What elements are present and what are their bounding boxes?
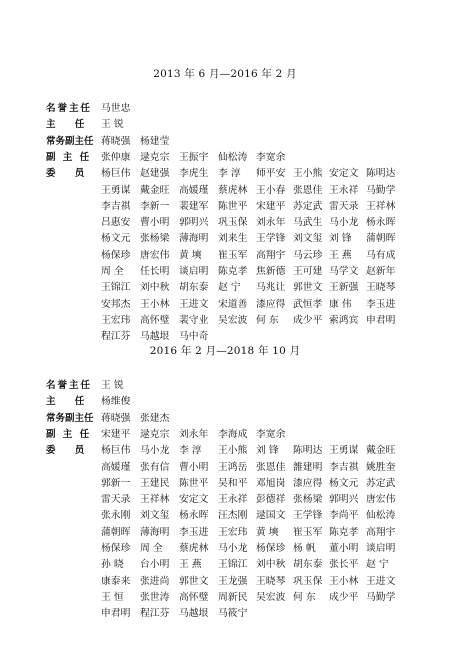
member-name: 漆应得 [293,477,323,489]
member-name: 王 锐 [101,380,124,391]
role-label: 主 任 [46,119,93,131]
roster-row [0,541,450,557]
member-name: 杨 帆 [293,543,316,554]
member-name: 王宏玮 [101,314,131,326]
member-name: 王小熊 [293,168,323,180]
member-name: 崔玉军 [218,249,248,261]
member-name: 张世涛 [140,591,170,603]
member-name: 王学锋 [293,510,323,522]
member-name: 曹小明 [140,217,170,229]
member-name: 李宽余 [256,151,286,163]
roster-row [0,525,450,541]
member-name: 陈世平 [179,477,209,489]
roster-row [0,460,450,476]
member-name: 张杨梁 [293,494,323,506]
member-name: 郭新一 [101,477,131,489]
section-title: 2013 年 6 月—2016 年 2 月 [153,68,297,80]
member-name: 雷天录 [101,494,131,506]
member-name: 曹小明 [179,461,209,473]
member-name: 索鸿宾 [329,314,359,326]
member-name: 逯克宗 [140,428,170,440]
member-name: 马小龙 [140,445,170,457]
member-name: 宋道善 [218,298,248,310]
member-name: 郭明兴 [179,217,209,229]
member-name: 吴宏波 [218,314,248,326]
roster-row [0,394,450,410]
member-name: 赵 宁 [218,282,241,294]
member-name: 高媛瑾 [101,461,131,473]
member-name: 张有信 [140,461,170,473]
role-label: 常务副主任 [46,412,94,424]
member-name: 马学文 [329,266,359,277]
member-name: 台小明 [140,559,170,571]
member-name: 逯克宗 [140,151,170,163]
role-label: 委 员 [46,445,93,457]
role-label: 委 员 [46,168,93,180]
roster-row [0,411,450,427]
member-name: 苏定武 [366,477,396,489]
member-name: 杨保珍 [101,249,131,261]
member-name: 杨保珍 [256,543,286,554]
roster-row [0,199,450,215]
member-name: 郭世文 [179,575,209,587]
member-name: 杨建莹 [140,135,170,147]
member-name: 王晓琴 [256,575,286,587]
roster-row [0,378,450,394]
member-name: 李尚平 [329,510,359,522]
member-name: 胡东泰 [179,282,209,294]
member-name: 李宽余 [256,428,286,440]
member-name: 王进文 [179,298,209,310]
member-name: 张建杰 [140,412,170,424]
member-name: 成少平 [329,591,359,603]
member-name: 杨文元 [329,477,359,489]
member-name: 高怀璧 [179,591,209,603]
member-name: 王小熊 [218,445,248,457]
member-name: 张进尚 [140,575,170,587]
member-name: 张恩佳 [293,184,323,196]
member-name: 王学锋 [256,233,286,245]
roster-row [0,134,450,150]
member-name: 马小龙 [329,217,359,229]
member-name: 王锦江 [101,282,131,294]
roster-row [0,166,450,182]
member-name: 李新一 [140,200,170,212]
member-name: 康 伟 [329,298,352,310]
member-name: 王永祥 [218,494,248,506]
section-title: 2016 年 2 月—2018 年 10 月 [149,345,301,357]
member-name: 焦新德 [256,266,286,277]
roster-row [0,101,450,117]
roster-row [0,492,450,508]
member-name: 马筱宁 [218,608,248,620]
member-name: 何 东 [293,591,316,603]
member-name: 蒋晓强 [101,412,131,424]
member-name: 蒲朝晖 [101,526,131,538]
roster-row [0,280,450,296]
member-name: 逯国文 [256,510,286,522]
member-name: 雒建明 [293,461,323,473]
member-name: 李吉祺 [101,200,131,212]
member-name: 刘文玺 [140,510,170,522]
member-name: 王 锐 [101,119,124,131]
member-name: 马武生 [293,217,323,229]
member-name: 刘 锋 [329,233,352,245]
member-name: 王小林 [329,575,359,587]
member-name: 王晓琴 [366,282,396,294]
member-name: 杨保珍 [101,543,131,554]
role-label: 名誉主任 [46,380,93,391]
member-name: 黄 塽 [179,249,202,261]
member-name: 宋建平 [256,200,286,212]
member-name: 张恩佳 [256,461,286,473]
roster-row [0,606,450,622]
member-name: 程江芬 [101,331,131,343]
member-name: 王祥林 [140,494,170,506]
member-name: 杨巨伟 [101,445,131,457]
member-name: 高怀璧 [140,314,170,326]
member-name: 苏定武 [293,200,323,212]
member-name: 裴建军 [179,200,209,212]
member-name: 刘来生 [218,233,248,245]
member-name: 戴金旺 [140,184,170,196]
roster-row [0,574,450,590]
member-name: 任长明 [140,266,170,277]
member-name: 戴金旺 [366,445,396,457]
member-name: 安定文 [179,494,209,506]
member-name: 王锦江 [218,559,248,571]
member-name: 蒋晓强 [101,135,131,147]
member-name: 刘 锋 [256,445,279,457]
member-name: 马兆让 [256,282,286,294]
member-name: 仙松涛 [218,151,248,163]
member-name: 陈明达 [293,445,323,457]
member-name: 蒲朝晖 [366,233,396,245]
member-name: 王 燕 [179,559,202,571]
member-name: 王宏玮 [218,526,248,538]
roster-row [0,248,450,264]
member-name: 马勤学 [366,591,396,603]
member-name: 郭明兴 [329,494,359,506]
member-name: 程江芬 [140,608,170,620]
member-name: 马有成 [366,249,396,261]
member-name: 王振宇 [179,151,209,163]
member-name: 师平安 [256,168,286,180]
member-name: 蔡虎林 [218,184,248,196]
member-name: 刘永年 [179,428,209,440]
roster-row [0,297,450,313]
member-name: 薄海明 [140,526,170,538]
member-name: 李玉进 [179,526,209,538]
member-name: 陈明达 [366,168,396,180]
roster-row [0,215,450,231]
member-name: 赵 宁 [366,559,389,571]
member-name: 李海成 [218,428,248,440]
member-name: 巩玉保 [218,217,248,229]
member-name: 安定文 [329,168,359,180]
member-name: 黄 塽 [256,526,279,538]
member-name: 谈启明 [179,266,209,277]
member-name: 杨维俊 [101,396,131,408]
role-label: 副 主 任 [46,151,92,163]
member-name: 李玉进 [366,298,396,310]
member-name: 王可建 [293,266,323,277]
member-name: 姚胜奎 [366,461,396,473]
member-name: 漆应得 [256,298,286,310]
member-name: 武恒孝 [293,298,323,310]
member-name: 高翔宇 [256,249,286,261]
member-name: 安邦杰 [101,298,131,310]
roster-row [0,427,450,443]
roster-row [0,183,450,199]
member-name: 周 全 [101,266,124,277]
member-name: 杨文元 [101,233,131,245]
member-name: 王勇谋 [329,445,359,457]
member-name: 吕惠安 [101,217,131,229]
member-name: 李吉祺 [329,461,359,473]
member-name: 马云珍 [293,249,323,261]
member-name: 刘中秋 [140,282,170,294]
member-name: 李 淳 [218,168,241,180]
roster-row [0,231,450,247]
member-name: 马越垠 [140,331,170,343]
role-label: 副 主 任 [46,428,92,440]
member-name: 李虎生 [179,168,209,180]
member-name: 马越垠 [179,608,209,620]
member-name: 高媛瑾 [179,184,209,196]
member-name: 刘永年 [256,217,286,229]
member-name: 雷天录 [329,200,359,212]
member-name: 赵建强 [140,168,170,180]
member-name: 汪杰刚 [218,510,248,522]
member-name: 宋建平 [101,428,131,440]
member-name: 赵新年 [366,266,396,277]
member-name: 周 全 [140,543,163,554]
member-name: 康泰来 [101,575,131,587]
roster-row [0,590,450,606]
member-name: 刘文玺 [293,233,323,245]
member-name: 张仲康 [101,151,131,163]
roster-row [0,476,450,492]
member-name: 邓旭岗 [256,477,286,489]
member-name: 杨永晖 [179,510,209,522]
member-name: 蔡虎林 [179,543,209,554]
member-name: 吴和平 [218,477,248,489]
member-name: 巩玉保 [293,575,323,587]
member-name: 王永祥 [329,184,359,196]
member-name: 成少平 [293,314,323,326]
roster-row [0,150,450,166]
member-name: 刘中秋 [256,559,286,571]
role-label: 名誉主任 [46,103,93,114]
member-name: 谈启明 [366,543,396,554]
member-name: 崔玉军 [293,526,323,538]
member-name: 王建民 [140,477,170,489]
member-name: 王鸿岳 [218,461,248,473]
member-name: 杨巨伟 [101,168,131,180]
member-name: 陈克孝 [218,266,248,277]
member-name: 胡东泰 [293,559,323,571]
member-name: 张杨梁 [140,233,170,245]
role-label: 主 任 [46,396,93,408]
member-name: 申君明 [366,314,396,326]
member-name: 王进文 [366,575,396,587]
member-name: 郭世文 [293,282,323,294]
member-name: 王 燕 [329,249,352,261]
member-name: 董小明 [329,543,359,554]
member-name: 吴宏波 [256,591,286,603]
roster-row [0,264,450,280]
member-name: 王勇谋 [101,184,131,196]
member-name: 李 淳 [179,445,202,457]
member-name: 高翔宇 [366,526,396,538]
member-name: 陈世平 [218,200,248,212]
member-name: 马中奇 [179,331,209,343]
member-name: 马世忠 [101,103,131,114]
member-name: 仙松涛 [366,510,396,522]
roster-row [0,117,450,133]
member-name: 王 恒 [101,591,124,603]
member-name: 王小林 [140,298,170,310]
member-name: 裴守业 [179,314,209,326]
member-name: 马小龙 [218,543,248,554]
member-name: 何 东 [256,314,279,326]
roster-row [0,443,450,459]
member-name: 王小春 [256,184,286,196]
member-name: 张永刚 [101,510,131,522]
member-name: 张长平 [329,559,359,571]
member-name: 薄海明 [179,233,209,245]
member-name: 马勤学 [366,184,396,196]
member-name: 王新强 [329,282,359,294]
member-name: 王龙强 [218,575,248,587]
roster-row [0,508,450,524]
roster-row [0,313,450,329]
member-name: 彭德祥 [256,494,286,506]
member-name: 孙 晓 [101,559,124,571]
roster-row [0,557,450,573]
member-name: 唐宏伟 [366,494,396,506]
member-name: 王祥林 [366,200,396,212]
member-name: 陈克孝 [329,526,359,538]
member-name: 周新民 [218,591,248,603]
role-label: 常务副主任 [46,135,94,147]
member-name: 唐宏伟 [140,249,170,261]
member-name: 申君明 [101,608,131,620]
member-name: 杨永晖 [366,217,396,229]
